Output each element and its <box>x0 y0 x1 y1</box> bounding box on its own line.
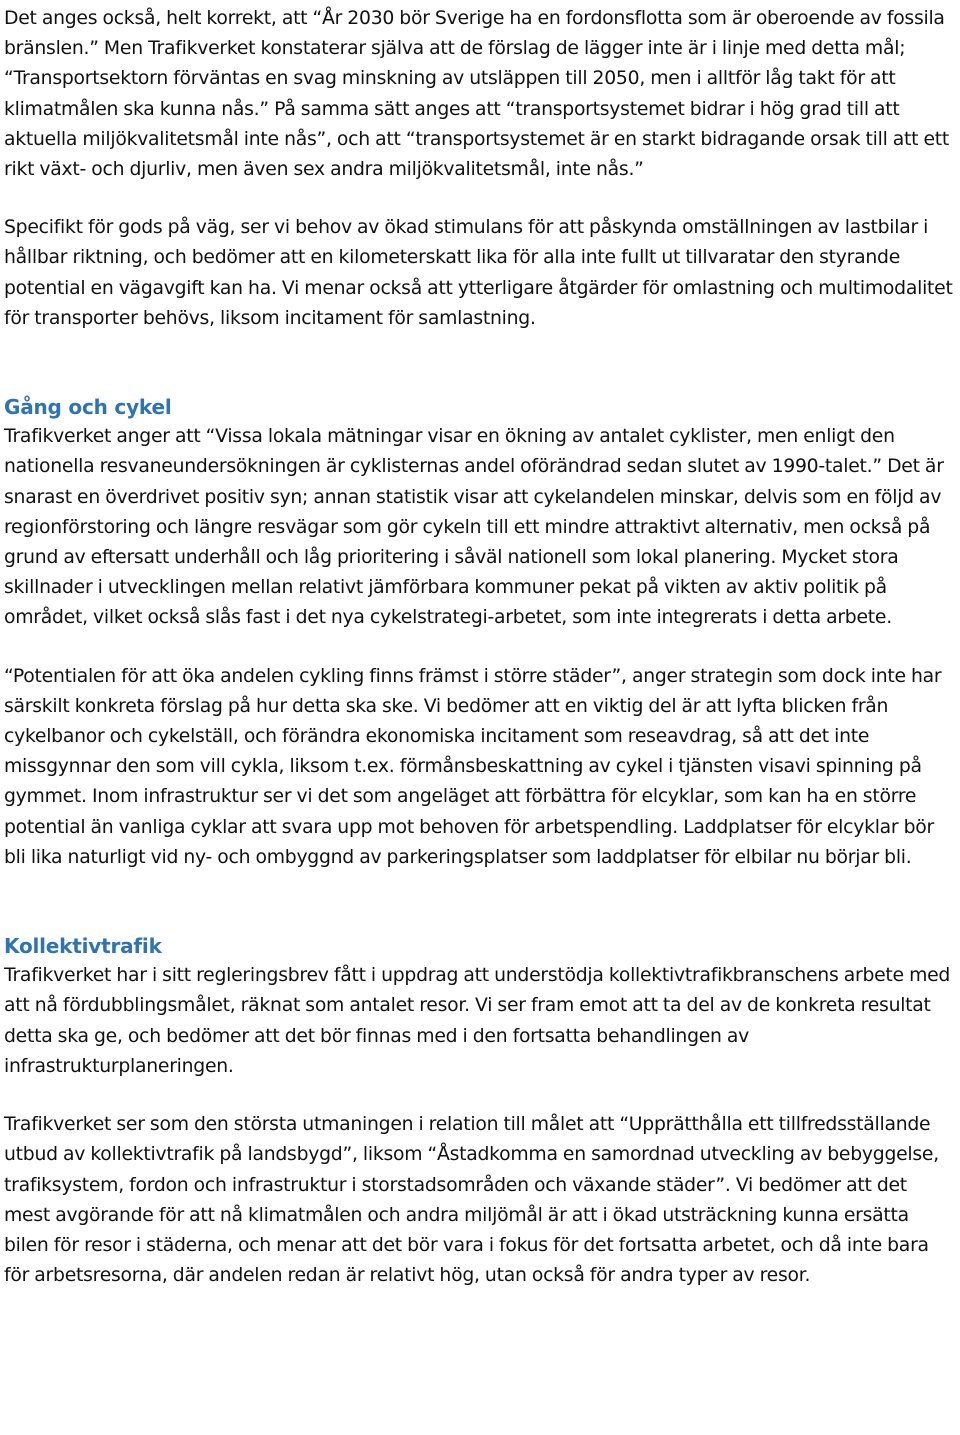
spacer <box>4 334 956 392</box>
public-transport-paragraph-1: Trafikverket har i sitt regleringsbrev fått i uppdrag att understödja kollektivtrafikbranschens arbete med att nå fördubblingsmålet, räknat som antalet resor. Vi ser fram emot att ta del av de konkreta resultat detta ska ge, och bedömer att det bör finnas med i den fortsatta behandlingen av infrastrukturplaneringen. <box>4 965 951 1077</box>
spacer <box>4 873 956 931</box>
spacer <box>4 634 956 662</box>
spacer <box>4 1082 956 1110</box>
freight-paragraph: Specifikt för gods på väg, ser vi behov av ökad stimulans för att påskynda omställningen av lastbilar i hållbar riktning, och bedömer att en kilometerskatt lika för alla inte fullt ut tillvaratar den styrande potential en vägavgift kan ha. Vi menar också att ytterligare åtgärder för omlastning och multimodalitet för transporter behövs, liksom incitament för samlastning. <box>4 217 953 329</box>
public-transport-paragraph-2: Trafikverket ser som den största utmaningen i relation till målet att “Upprätthålla ett tillfredsställande utbud av kollektivtrafik på landsbygd”, liksom “Åstadkomma en samordnad utveckling av bebyggelse, trafiksystem, fordon och infrastruktur i storstadsområden och växande städer”. Vi bedömer att det mest avgörande för att nå klimatmålen och andra miljömål är att i ökad utsträckning kunna ersätta bilen för resor i städerna, och menar att det bör vara i fokus för det fortsatta arbetet, och då inte bara för arbetsresorna, där andelen redan är relativt hög, utan också för andra typer av resor. <box>4 1114 939 1287</box>
cycling-paragraph-1: Trafikverket anger att “Vissa lokala mätningar visar en ökning av antalet cyklister, men enligt den nationella resvaneundersökningen är cyklisternas andel oförändrad sedan slutet av 1990-talet.” Det är snarast en överdrivet positiv syn; annan statistik visar att cykelandelen minskar, delvis som en följd av regionförstoring och längre resvägar som gör cykeln till ett mindre attraktivt alternativ, men också på grund av eftersatt underhåll och låg prioritering i såväl nationell som lokal planering. Mycket stora skillnader i utvecklingen mellan relativt jämförbara kommuner pekat på vikten av aktiv politik på området, vilket också slås fast i det nya cykelstrategi-arbetet, som inte integrerats i detta arbete. <box>4 426 944 629</box>
intro-paragraph: Det anges också, helt korrekt, att “År 2030 bör Sverige ha en fordonsflotta som är oberoende av fossila bränslen.” Men Trafikverket konstaterar själva att de förslag de lägger inte är i linje med detta mål; “Transportsektorn förväntas en svag minskning av utsläppen till 2050, men i alltför låg takt för att klimatmålen ska kunna nås.” På samma sätt anges att “transportsystemet bidrar i hög grad till att aktuella miljökvalitetsmål inte nås”, och att “transportsystemet är en starkt bidragande orsak till att ett rikt växt- och djurliv, men även sex andra miljökvalitetsmål, inte nås.” <box>4 8 950 181</box>
section-heading-public-transport: Kollektivtrafik <box>4 934 162 959</box>
spacer <box>4 185 956 213</box>
section-heading-walking-cycling: Gång och cykel <box>4 395 172 420</box>
cycling-paragraph-2: “Potentialen för att öka andelen cykling finns främst i större städer”, anger strategin som dock inte har särskilt konkreta förslag på hur detta ska ske. Vi bedömer att en viktig del är att lyfta blicken från cykelbanor och cykelställ, och förändra ekonomiska incitament som reseavdrag, så att det inte missgynnar den som vill cykla, liksom t.ex. förmånsbeskattning av cykel i tjänsten visavi spinning på gymmet. Inom infrastruktur ser vi det som angeläget att förbättra för elcyklar, som kan ha en större potential än vanliga cyklar att svara upp mot behoven för arbetspendling. Laddplatser för elcyklar bör bli lika naturligt vid ny- och ombyggnd av parkeringsplatser som laddplatser för elbilar nu börjar bli. <box>4 665 942 868</box>
